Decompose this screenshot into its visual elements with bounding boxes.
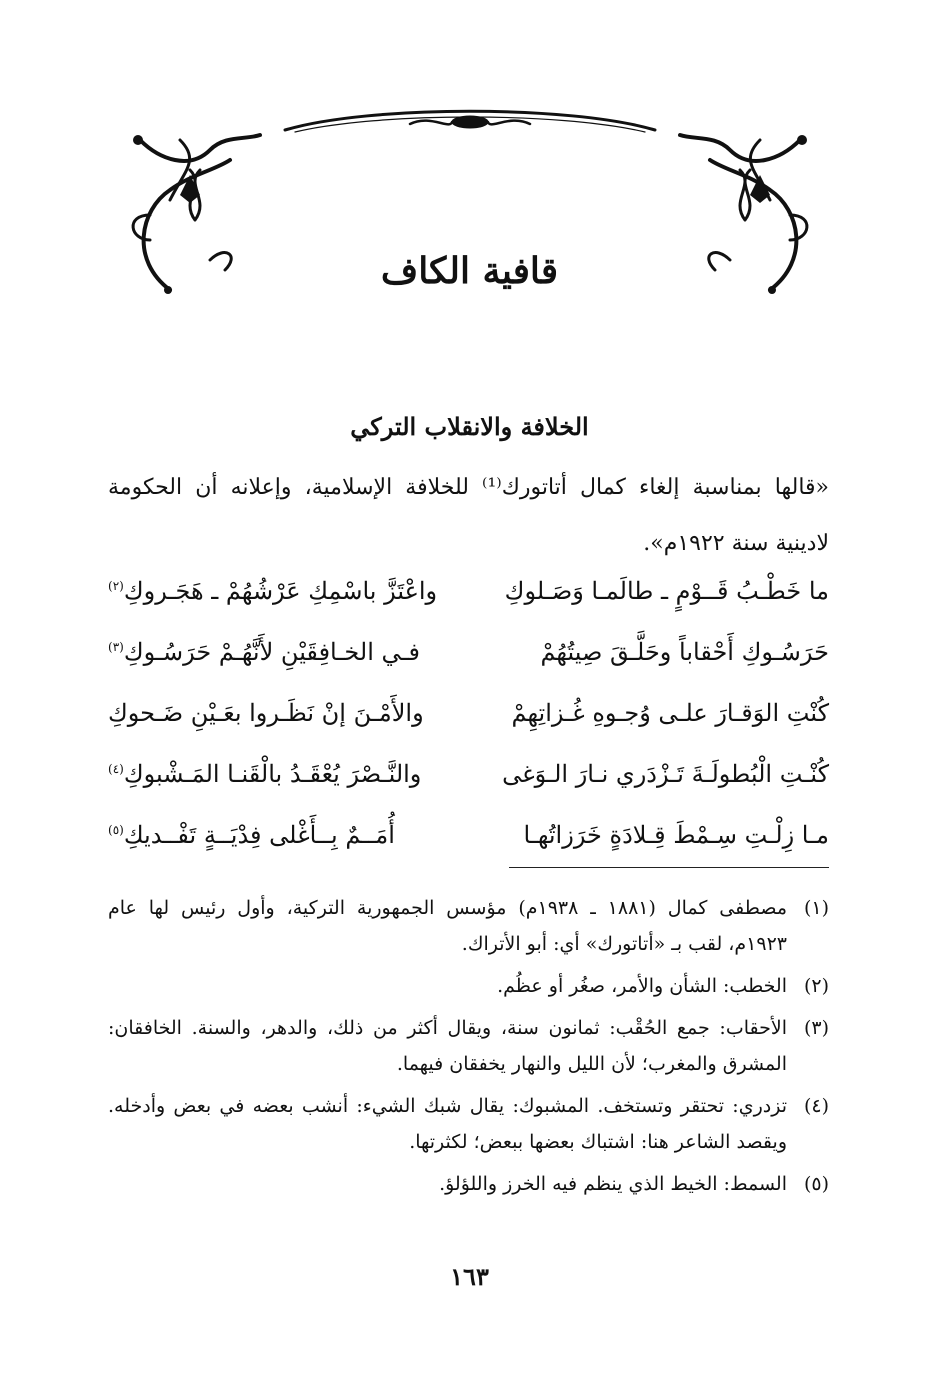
verse-second-hemistich: أُمَــمٌ بِــأَغْلى فِدْيَــةٍ تَفْــديكِ$^{(٥)}$ [108, 820, 395, 849]
footnote-marker: (٥) [108, 822, 124, 837]
verse-second-hemistich: والأَمْـنَ إنْ نَظَـروا بعَـيْنِ ضَـحوكِ [108, 698, 424, 727]
verse-first-hemistich: مـا زِلْـتِ سِـمْطَ قِـلادَةٍ خَرَزاتُهـا [523, 820, 829, 849]
footnote [108, 1166, 829, 1202]
footnote-marker: (٢) [108, 578, 124, 593]
verse-first-hemistich: ما خَطْـبُ قَــوْمٍ ـ طالَمـا وَصَـلوكِ [504, 576, 829, 605]
chapter-title: قافية الكاف [380, 250, 559, 292]
footnote [108, 890, 829, 962]
poem-intro: «قالها بمناسبة إلغاء كمال أتاتورك⁽¹⁾ للخلافة الإسلامية، وإعلانه أن الحكومة لادينية سنة ١٩٢٢م». [108, 475, 829, 556]
verse-second-hemistich: واعْتَزَّ باسْمِكِ عَرْشُهُمْ ـ هَجَـروكِ$^{(٢)}$ [108, 576, 438, 605]
footnote [108, 1010, 829, 1082]
verse-first-hemistich: حَرَسُـوكِ أَحْقاباً وحَلَّـقَ صِيتُهُمْ [540, 637, 829, 666]
footnote-text: السمط: الخيط الذي ينظم فيه الخرز واللؤلؤ. [439, 1173, 787, 1195]
footnote-number: (١) [803, 897, 829, 919]
verse-first-hemistich: كُنْـتِ الْبُطولَـةَ تَـزْدَري نـارَ الـوَغى [502, 759, 829, 788]
verse-line [108, 560, 829, 621]
verse-line [108, 743, 829, 804]
poem-verses [108, 560, 829, 865]
footnotes [108, 890, 829, 1208]
verse-second-hemistich: والنَّـصْرَ يُعْقَـدُ بالْقَنـا المَـشْبوكِ$^{(٤)}$ [108, 759, 422, 788]
footnote-text: الأحقاب: جمع الحُقْب: ثمانون سنة، ويقال أكثر من ذلك، والدهر، والسنة. الخافقان: المشرق والمغرب؛ لأن الليل والنهار يخفقان فيهما. [108, 1017, 787, 1075]
verse-line [108, 621, 829, 682]
footnote-separator [509, 867, 829, 868]
footnote [108, 968, 829, 1004]
verse-line [108, 804, 829, 865]
footnote-text: الخطب: الشأن والأمر، صغُر أو عظُم. [497, 975, 787, 997]
footnote-number: (٤) [803, 1095, 829, 1117]
footnote-text: تزدري: تحتقر وتستخف. المشبوك: يقال شبك الشيء: أنشب بعضه في بعض وأدخله. ويقصد الشاعر هنا: اشتباك بعضها ببعض؛ لكثرتها. [108, 1095, 787, 1153]
footnote-number: (٣) [803, 1017, 829, 1039]
footnote-marker: (٣) [108, 639, 124, 654]
footnote-marker: (٤) [108, 761, 124, 776]
footnote-number: (٥) [803, 1173, 829, 1195]
page-number: ١٦٣ [450, 1262, 489, 1291]
verse-first-hemistich: كُنْتِ الوَقـارَ علـى وُجـوهِ غُـزاتِهِمْ [511, 698, 829, 727]
footnote-number: (٢) [803, 975, 829, 997]
verse-second-hemistich: فـي الخـافِقَيْنِ لأَنَّهُـمْ حَرَسُـوكِ$^{(٣)}$ [108, 637, 420, 666]
poem-title: الخلافة والانقلاب التركي [350, 412, 589, 441]
verse-line [108, 682, 829, 743]
footnote [108, 1088, 829, 1160]
footnote-text: مصطفى كمال (١٨٨١ ـ ١٩٣٨م) مؤسس الجمهورية التركية، وأول رئيس لها عام ١٩٢٣م، لقب بـ «أتاتورك» أي: أبو الأتراك. [108, 897, 787, 955]
